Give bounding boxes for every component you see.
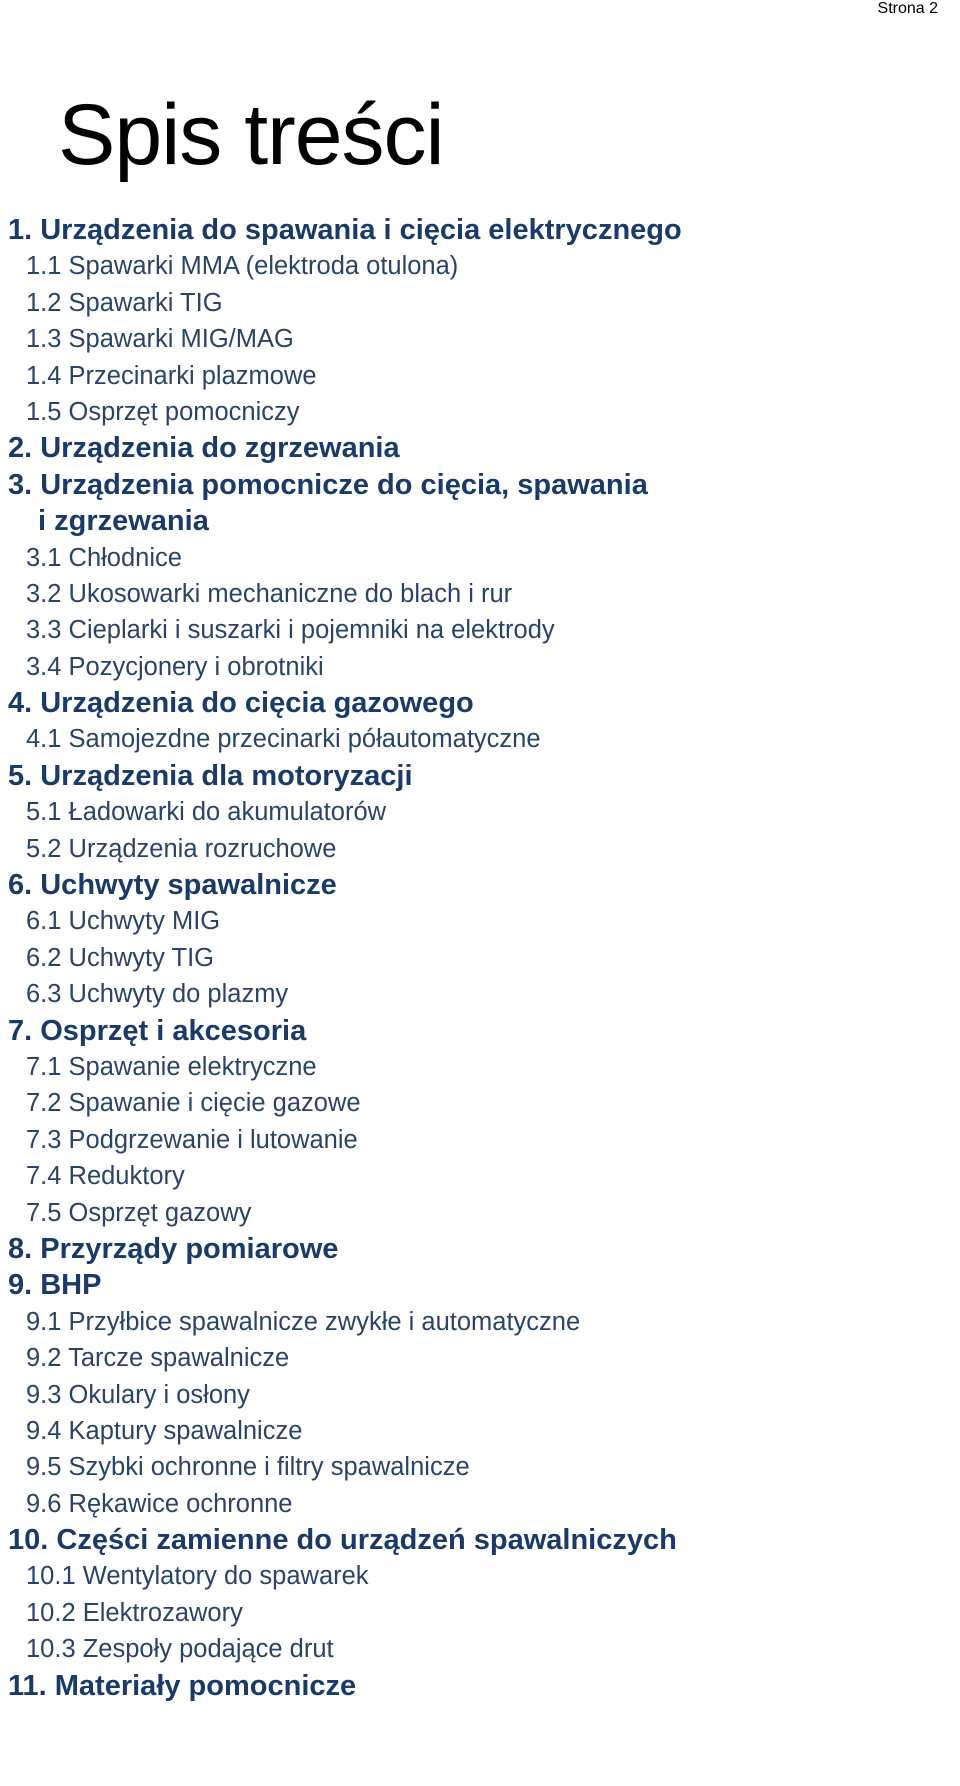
toc-chapter-link[interactable]: 5. Urządzenia dla motoryzacji	[8, 759, 413, 792]
toc-section-link[interactable]: 9.3 Okulary i osłony	[26, 1380, 250, 1409]
table-of-contents	[0, 212, 960, 1704]
toc-section-link[interactable]: 6.3 Uchwyty do plazmy	[26, 980, 289, 1009]
toc-chapter-link[interactable]: 9. BHP	[8, 1269, 102, 1302]
toc-chapter-link[interactable]: 3. Urządzenia pomocnicze do cięcia, spawania	[8, 468, 648, 501]
toc-section-link[interactable]: 1.4 Przecinarki plazmowe	[26, 361, 317, 390]
toc-chapter-link[interactable]: 8. Przyrządy pomiarowe	[8, 1232, 339, 1265]
toc-chapter-link[interactable]: 1. Urządzenia do spawania i cięcia elektrycznego	[8, 214, 682, 246]
page-number: Strona 2	[877, 0, 938, 17]
toc-section-link[interactable]: 9.6 Rękawice ochronne	[26, 1489, 293, 1518]
toc-section-link[interactable]: 5.2 Urządzenia rozruchowe	[26, 834, 337, 863]
toc-section-link[interactable]: 7.5 Osprzęt gazowy	[26, 1198, 252, 1227]
toc-section-link[interactable]: 7.3 Podgrzewanie i lutowanie	[26, 1125, 358, 1154]
toc-section-link[interactable]: 3.4 Pozycjonery i obrotniki	[26, 652, 324, 681]
toc-section-link[interactable]: 9.1 Przyłbice spawalnicze zwykłe i automatyczne	[26, 1307, 581, 1336]
toc-section-link[interactable]: 6.2 Uchwyty TIG	[26, 943, 215, 972]
toc-section-link[interactable]: 3.1 Chłodnice	[26, 543, 182, 572]
toc-chapter-link[interactable]: 7. Osprzęt i akcesoria	[8, 1014, 307, 1047]
toc-section-link[interactable]: 1.5 Osprzęt pomocniczy	[26, 397, 300, 426]
toc-chapter-link[interactable]: 10. Części zamienne do urządzeń spawalniczych	[8, 1524, 677, 1557]
toc-section-link[interactable]: 10.3 Zespoły podające drut	[26, 1635, 334, 1664]
toc-chapter-link[interactable]: 6. Uchwyty spawalnicze	[8, 869, 337, 902]
toc-section-link[interactable]: 1.3 Spawarki MIG/MAG	[26, 325, 294, 354]
toc-chapter-link[interactable]: 4. Urządzenia do cięcia gazowego	[8, 687, 474, 720]
toc-section-link[interactable]: 5.1 Ładowarki do akumulatorów	[26, 798, 387, 827]
toc-chapter-link[interactable]: 2. Urządzenia do zgrzewania	[8, 432, 400, 465]
toc-section-link[interactable]: 9.5 Szybki ochronne i filtry spawalnicze	[26, 1453, 470, 1482]
toc-section-link[interactable]: 9.4 Kaptury spawalnicze	[26, 1416, 303, 1445]
toc-section-link[interactable]: 7.4 Reduktory	[26, 1162, 185, 1191]
toc-section-link[interactable]: 3.3 Cieplarki i suszarki i pojemniki na elektrody	[26, 616, 555, 645]
toc-section-link[interactable]: 7.1 Spawanie elektryczne	[26, 1052, 317, 1081]
toc-section-link[interactable]: 7.2 Spawanie i cięcie gazowe	[26, 1089, 361, 1118]
toc-section-link[interactable]: 10.1 Wentylatory do spawarek	[26, 1562, 369, 1591]
toc-section-link[interactable]: 1.2 Spawarki TIG	[26, 288, 223, 317]
toc-section-link[interactable]: 3.2 Ukosowarki mechaniczne do blach i rur	[26, 579, 513, 608]
toc-section-link[interactable]: 9.2 Tarcze spawalnicze	[26, 1344, 290, 1373]
toc-section-link[interactable]: 6.1 Uchwyty MIG	[26, 907, 221, 936]
toc-section-link[interactable]: 1.1 Spawarki MMA (elektroda otulona)	[26, 252, 459, 281]
page-title: Spis treści	[58, 87, 444, 183]
toc-section-link[interactable]: 4.1 Samojezdne przecinarki półautomatyczne	[26, 725, 541, 754]
toc-chapter-link[interactable]: i zgrzewania	[38, 505, 209, 538]
toc-chapter-link[interactable]: 11. Materiały pomocnicze	[8, 1669, 357, 1702]
toc-section-link[interactable]: 10.2 Elektrozawory	[26, 1598, 243, 1627]
